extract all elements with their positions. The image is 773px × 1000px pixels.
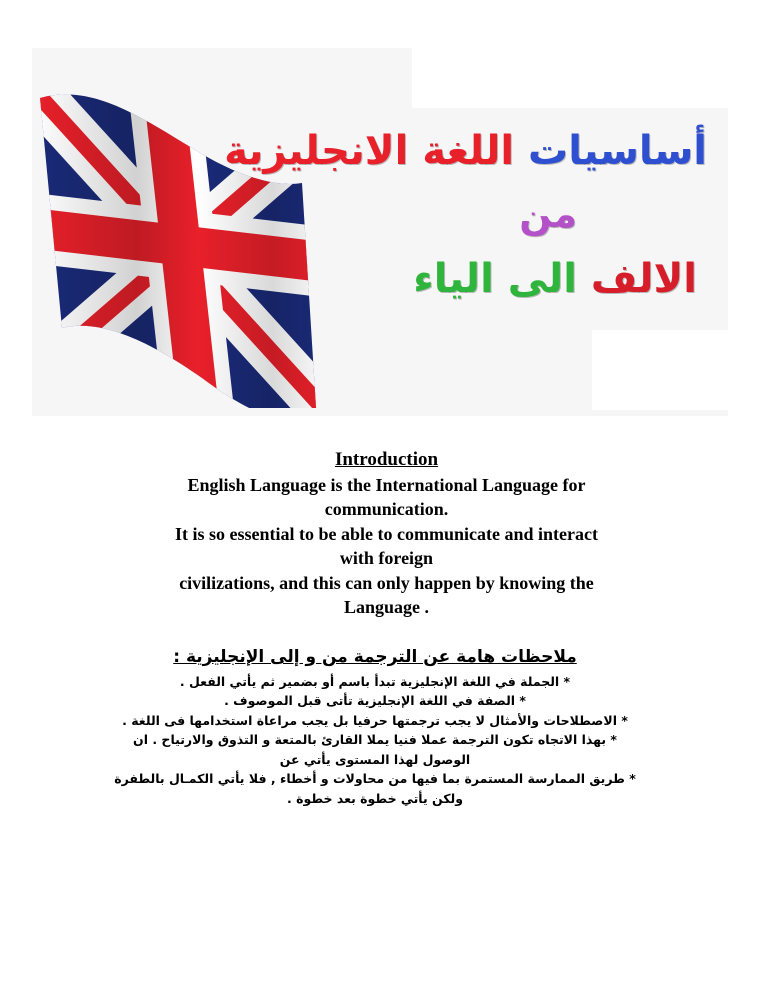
notes-title: ملاحظات هامة عن الترجمة من و إلى الإنجليزية : (173, 647, 577, 667)
banner-white-band-top (412, 48, 728, 108)
intro-line: civilizations, and this can only happen by knowing the (179, 572, 594, 593)
title-word-alif: الالف (590, 256, 697, 302)
title-line-1 (224, 128, 707, 174)
introduction-title: Introduction (334, 449, 439, 470)
cover-banner (32, 48, 728, 416)
note-item: * الصفة في اللغة الإنجليزية تأتى قبل الموصوف . (224, 693, 526, 708)
introduction-section (120, 448, 653, 620)
note-item: * الاصطلاحات والأمثال لا يجب ترجمتها حرفيا بل يجب مراعاة استخدامها فى اللغة . (122, 712, 628, 728)
banner-title-block (224, 128, 727, 408)
intro-line: Language . (343, 597, 430, 617)
title-word-english-language: اللغة الانجليزية (224, 128, 515, 174)
note-item: * بهذا الاتجاه تكون الترجمة عملا فنيا يملا القارئ بالمتعة و التذوق والارتياح . ان الوصول لهذا المستوى يأتي عن (133, 732, 617, 767)
title-word-basics: أساسيات (528, 128, 707, 174)
note-item: * الجملة في اللغة الإنجليزية تبدأ باسم أو بضمير ثم يأتي الفعل . (179, 673, 571, 689)
note-item: * طريق الممارسة المستمرة بما فيها من محاولات و أخطاء , فلا يأتي الكمـال بالطفرة ولكن يأتي خطوة بعد خطوة . (114, 771, 636, 806)
intro-line: English Language is the International Language for (187, 474, 586, 495)
intro-line: It is so essential to be able to communicate and interact (175, 523, 598, 544)
title-line-3 (413, 256, 697, 302)
translation-notes-section (110, 648, 640, 808)
intro-line: with foreign (339, 548, 434, 568)
intro-line: communication. (324, 499, 449, 519)
title-line-2: من (519, 192, 577, 236)
title-word-to-ya: الى الياء (413, 256, 577, 302)
